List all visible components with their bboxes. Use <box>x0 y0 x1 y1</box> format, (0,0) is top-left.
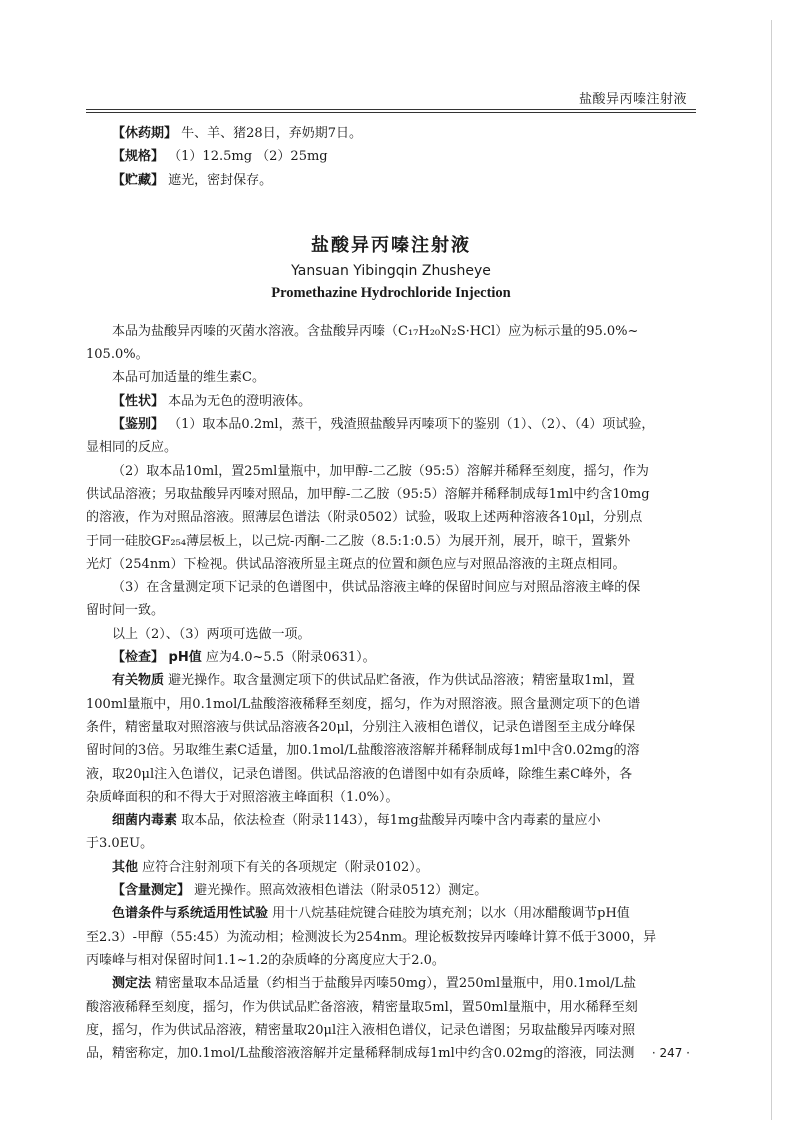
text-line <box>86 623 696 646</box>
line-text: 避光操作。取含量测定项下的供试品贮备液，作为供试品溶液；精密量取1ml，置 <box>164 673 635 689</box>
page-edge-line <box>771 20 772 1120</box>
line-text: 取本品，依法检查（附录1143），每1mg盐酸异丙嗪中含内毒素的量应小 <box>177 813 601 829</box>
text-line <box>86 996 696 1019</box>
header-rule <box>86 109 696 110</box>
line-text: 避光操作。照高效液相色谱法（附录0512）测定。 <box>190 883 488 899</box>
line-text: 100ml量瓶中，用0.1mol/L盐酸溶液稀释至刻度，摇匀，作为对照溶液。照含量测定项下的色谱 <box>86 696 641 712</box>
line-text: 度，摇匀，作为供试品溶液，精密量取20μl注入液相色谱仪，记录色谱图；另取盐酸异丙嗪对照 <box>86 1022 636 1038</box>
text-line <box>86 1042 696 1065</box>
monograph-title: 盐酸异丙嗪注射液 <box>311 234 471 256</box>
text-line <box>86 169 696 192</box>
text-line <box>86 646 696 669</box>
section-label: 【含量测定】 <box>112 883 191 899</box>
text-line <box>86 413 696 436</box>
text-line <box>86 1019 696 1042</box>
line-text: 本品为盐酸异丙嗪的灭菌水溶液。含盐酸异丙嗪（C₁₇H₂₀N₂S·HCl）应为标示量的95.0%~ <box>112 323 639 339</box>
text-line <box>86 145 696 168</box>
line-text: 遮光，密封保存。 <box>164 172 273 188</box>
text-line <box>86 320 696 343</box>
section-label: 其他 <box>112 859 139 875</box>
text-line <box>86 739 696 762</box>
text-line <box>86 809 696 832</box>
line-text: 丙嗪峰与相对保留时间1.1~1.2的杂质峰的分离度应大于2.0。 <box>86 952 445 968</box>
line-text: 供试品溶液；另取盐酸异丙嗪对照品，加甲醇-二乙胺（95:5）溶解并稀释制成每1ml中约含10mg <box>86 486 650 502</box>
text-line <box>86 786 696 809</box>
text-line <box>86 832 696 855</box>
section-label: 有关物质 <box>112 673 165 689</box>
line-text: （3）在含量测定项下记录的色谱图中，供试品溶液主峰的保留时间应与对照品溶液主峰的保 <box>112 580 641 596</box>
line-text: 于同一硅胶GF₂₅₄薄层板上，以己烷-丙酮-二乙胺（8.5:1:0.5）为展开剂，展开，晾干，置紫外 <box>86 533 631 549</box>
section-label: 测定法 <box>112 976 152 992</box>
text-line <box>86 483 696 506</box>
section-label: 【规格】 <box>112 149 165 165</box>
text-line <box>86 879 696 902</box>
line-text: 用十八烷基硅烷键合硅胶为填充剂；以水（用冰醋酸调节pH值 <box>268 906 630 922</box>
text-line <box>86 693 696 716</box>
text-line <box>86 576 696 599</box>
text-line <box>86 390 696 413</box>
line-text: 酸溶液稀释至刻度，摇匀，作为供试品贮备溶液，精密量取5ml，置50ml量瓶中，用水稀释至刻 <box>86 999 638 1015</box>
line-text: 本品为无色的澄明液体。 <box>164 393 312 409</box>
text-line <box>86 122 696 145</box>
text-line <box>86 926 696 949</box>
line-text: 的溶液，作为对照品溶液。照薄层色谱法（附录0502）试验，吸取上述两种溶液各10μl，分别点 <box>86 510 643 526</box>
monograph-english-title: Promethazine Hydrochloride Injection <box>271 284 511 301</box>
text-line <box>86 669 696 692</box>
text-line <box>86 763 696 786</box>
line-text: 105.0%。 <box>86 347 149 363</box>
text-line <box>86 436 696 459</box>
monograph-pinyin: Yansuan Yibingqin Zhusheye <box>291 262 491 279</box>
section-label: 色谱条件与系统适用性试验 <box>112 906 269 922</box>
text-line <box>86 506 696 529</box>
text-line <box>86 599 696 622</box>
running-header-title: 盐酸异丙嗪注射液 <box>578 92 687 107</box>
line-text: 于3.0EU。 <box>86 836 154 852</box>
section-label: 【贮藏】 <box>112 172 165 188</box>
line-text: 光灯（254nm）下检视。供试品溶液所显主斑点的位置和颜色应与对照品溶液的主斑点相同。 <box>86 556 626 572</box>
line-text: 品，精密称定，加0.1mol/L盐酸溶液溶解并定量稀释制成每1ml中约含0.02mg的溶液，同法测 <box>86 1046 635 1062</box>
text-line <box>86 716 696 739</box>
line-text: （1）12.5mg （2）25mg <box>164 149 328 165</box>
text-line <box>86 343 696 366</box>
monograph-body <box>86 320 696 1066</box>
text-line <box>86 856 696 879</box>
text-line <box>86 902 696 925</box>
line-text: 以上（2）、（3）两项可选做一项。 <box>112 626 311 642</box>
text-line <box>86 949 696 972</box>
line-text: 留时间一致。 <box>86 603 165 619</box>
text-line <box>86 553 696 576</box>
text-line <box>86 972 696 995</box>
line-text: 杂质峰面积的和不得大于对照溶液主峰面积（1.0%）。 <box>86 789 399 805</box>
line-text: 液，取20μl注入色谱仪，记录色谱图。供试品溶液的色谱图中如有杂质峰，除维生素C峰外，各 <box>86 766 633 782</box>
line-text: 条件，精密量取对照溶液与供试品溶液各20μl，分别注入液相色谱仪，记录色谱图至主成分峰保 <box>86 719 636 735</box>
line-text: 留时间的3倍。另取维生素C适量，加0.1mol/L盐酸溶液溶解并稀释制成每1ml中含0.02mg的溶 <box>86 743 640 759</box>
line-text: 应为4.0~5.5（附录0631）。 <box>201 650 376 666</box>
section-label: 【休药期】 <box>112 126 178 141</box>
page-number: · 247 · <box>651 1046 690 1060</box>
section-label: 细菌内毒素 <box>112 813 178 829</box>
previous-monograph-tail <box>86 122 696 192</box>
section-label: 【鉴别】 <box>112 417 165 433</box>
line-text: 精密量取本品适量（约相当于盐酸异丙嗪50mg），置250ml量瓶中，用0.1mol/L盐 <box>151 976 637 992</box>
header-rule-double <box>86 112 696 113</box>
line-text: （2）取本品10ml，置25ml量瓶中，加甲醇-二乙胺（95:5）溶解并稀释至刻度，摇匀，作为 <box>112 463 649 479</box>
line-text: 至2.3）-甲醇（55:45）为流动相；检测波长为254nm。理论板数按异丙嗪峰计算不低于3000，异 <box>86 929 657 945</box>
section-label: 【检查】 pH值 <box>112 650 202 666</box>
text-line <box>86 530 696 553</box>
section-label: 【性状】 <box>112 393 165 409</box>
text-line <box>86 366 696 389</box>
line-text: 牛、羊、猪28日，弃奶期7日。 <box>177 126 362 141</box>
page-content <box>86 122 696 1065</box>
line-text: 应符合注射剂项下有关的各项规定（附录0102）。 <box>138 859 429 875</box>
line-text: （1）取本品0.2ml，蒸干，残渣照盐酸异丙嗪项下的鉴别（1）、（2）、（4）项试验， <box>164 417 655 433</box>
line-text: 显相同的反应。 <box>86 440 178 456</box>
line-text: 本品可加适量的维生素C。 <box>112 370 265 386</box>
text-line <box>86 460 696 483</box>
